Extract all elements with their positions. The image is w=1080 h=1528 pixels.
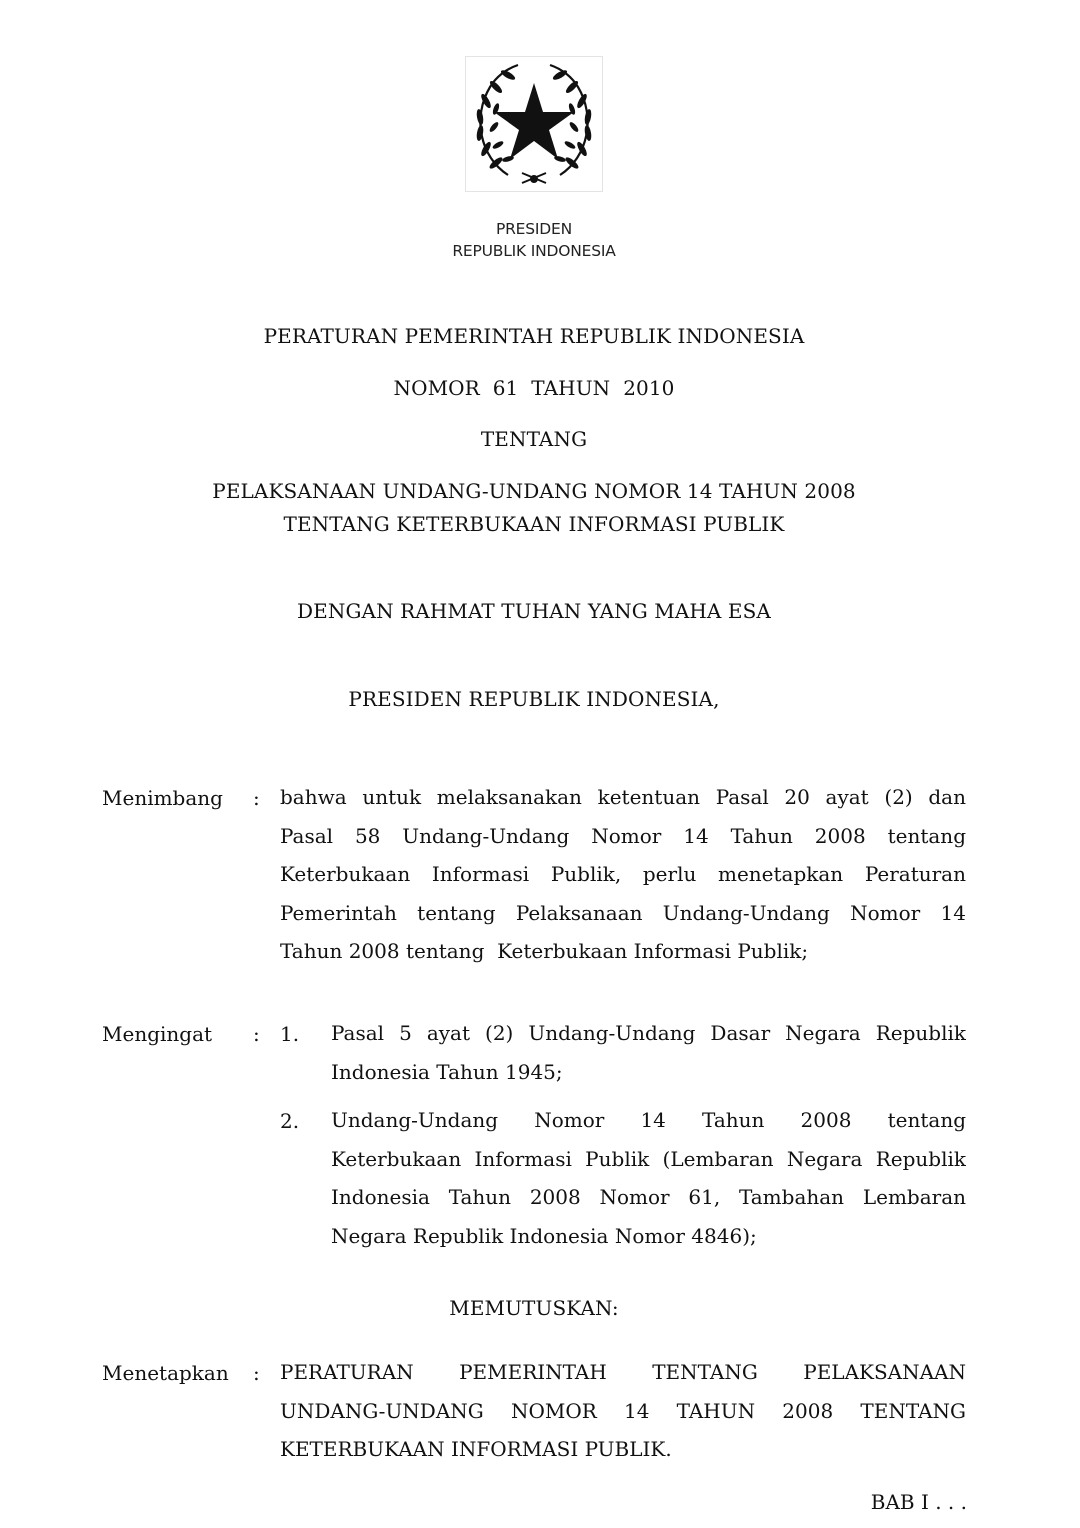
menetapkan-label: Menetapkan	[102, 1361, 229, 1385]
menimbang-line: bahwa untuk melaksanakan ketentuan Pasal 20 ayat (2) dan	[280, 785, 966, 809]
preamble-presiden: PRESIDEN REPUBLIK INDONESIA,	[348, 687, 720, 711]
menimbang-line: Pasal 58 Undang-Undang Nomor 14 Tahun 2008 tentang	[280, 823, 966, 848]
header-presiden: PRESIDEN	[495, 220, 573, 238]
regulation-title: PERATURAN PEMERINTAH REPUBLIK INDONESIA	[263, 324, 805, 348]
regulation-subject-line1: PELAKSANAAN UNDANG-UNDANG NOMOR 14 TAHUN 2008	[212, 479, 856, 503]
mengingat-item-line: Pasal 5 ayat (2) Undang-Undang Dasar Negara Republik	[331, 1021, 966, 1045]
mengingat-item-line: Indonesia Tahun 2008 Nomor 61, Tambahan Lembaran	[331, 1185, 966, 1209]
preamble-rahmat: DENGAN RAHMAT TUHAN YANG MAHA ESA	[297, 599, 771, 623]
mengingat-item-line: Negara Republik Indonesia Nomor 4846);	[331, 1223, 757, 1248]
header-republik-indonesia: REPUBLIK INDONESIA	[452, 242, 616, 260]
mengingat-item-line: Indonesia Tahun 1945;	[331, 1059, 563, 1084]
presidential-emblem	[465, 56, 603, 192]
memutuskan-heading: MEMUTUSKAN:	[449, 1296, 619, 1320]
menimbang-line: Pemerintah tentang Pelaksanaan Undang-Undang Nomor 14	[280, 900, 966, 925]
regulation-tentang: TENTANG	[480, 427, 588, 451]
mengingat-label: Mengingat	[102, 1022, 213, 1046]
mengingat-item-line: Undang-Undang Nomor 14 Tahun 2008 tentang	[331, 1108, 966, 1132]
menimbang-label: Menimbang	[102, 786, 223, 810]
menetapkan-line: KETERBUKAAN INFORMASI PUBLIK.	[280, 1437, 672, 1461]
menimbang-text	[280, 778, 966, 971]
regulation-subject-line2: TENTANG KETERBUKAAN INFORMASI PUBLIK	[283, 512, 785, 536]
menimbang-line: Tahun 2008 tentang Keterbukaan Informasi Publik;	[280, 939, 809, 963]
mengingat-item-number: 2.	[280, 1109, 300, 1133]
menetapkan-line: PERATURAN PEMERINTAH TENTANG PELAKSANAAN	[280, 1360, 966, 1384]
menimbang-colon: :	[253, 786, 260, 810]
menetapkan-text	[280, 1353, 966, 1469]
mengingat-item-1	[331, 1014, 966, 1091]
mengingat-item-number: 1.	[280, 1022, 300, 1046]
continuation-marker: BAB I . . .	[870, 1490, 967, 1514]
menimbang-line: Keterbukaan Informasi Publik, perlu menetapkan Peraturan	[280, 862, 966, 886]
menetapkan-line: UNDANG-UNDANG NOMOR 14 TAHUN 2008 TENTANG	[280, 1398, 966, 1423]
menetapkan-colon: :	[253, 1361, 260, 1385]
regulation-number: NOMOR 61 TAHUN 2010	[393, 376, 675, 400]
star-wreath-icon	[466, 57, 602, 191]
mengingat-item-2	[331, 1101, 966, 1255]
mengingat-item-line: Keterbukaan Informasi Publik (Lembaran Negara Republik	[331, 1146, 966, 1171]
mengingat-colon: :	[253, 1022, 260, 1046]
